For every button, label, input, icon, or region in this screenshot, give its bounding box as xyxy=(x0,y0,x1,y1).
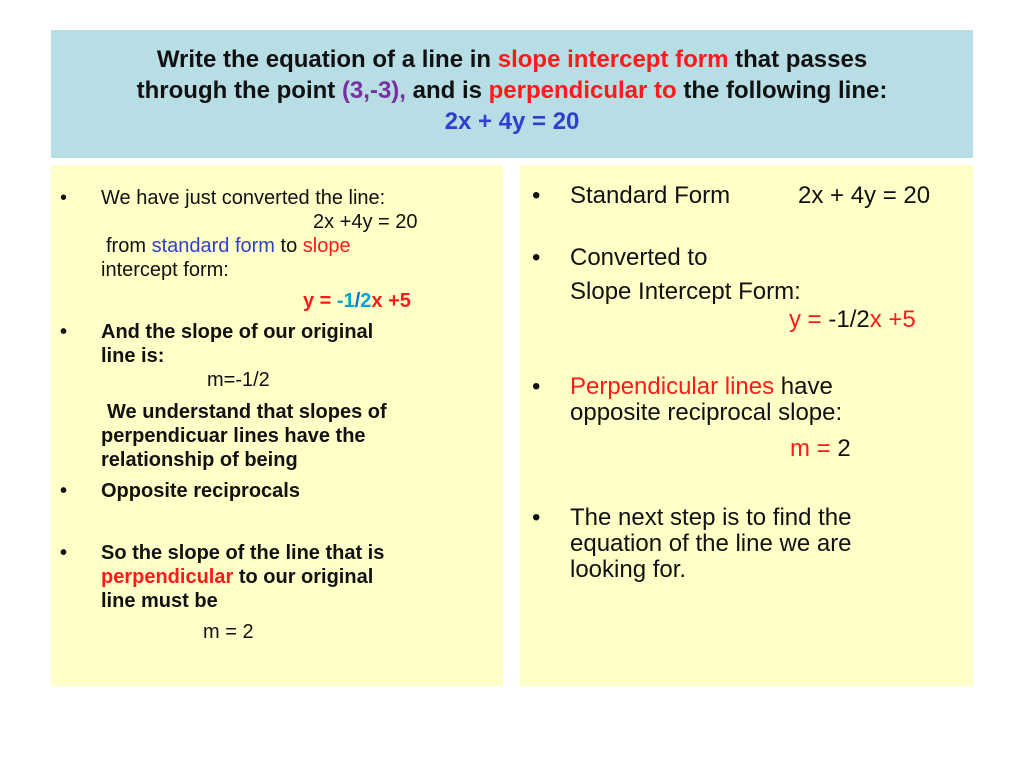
m-label: m = xyxy=(790,435,838,462)
perpendicular-explanation-3: relationship of being xyxy=(101,449,298,471)
title-text: the following line: xyxy=(676,77,888,104)
bullet: • xyxy=(532,182,541,209)
have-word: have xyxy=(774,373,833,400)
perpendicular-explanation-2: perpendicuar lines have the xyxy=(101,425,366,447)
next-step-text-3: looking for. xyxy=(570,556,687,583)
m-value: 2 xyxy=(837,435,851,462)
from-word: from xyxy=(106,235,146,257)
standard-form-label: Standard Form xyxy=(570,182,731,209)
slope-word: slope xyxy=(302,235,351,257)
slope-intercept-label: Slope Intercept Form: xyxy=(570,278,801,305)
right-panel xyxy=(520,165,973,686)
title-point: (3,-3), xyxy=(341,77,406,104)
bullet: • xyxy=(532,244,541,271)
title-line-2 xyxy=(51,75,973,106)
eq-y: y = xyxy=(303,290,337,312)
converted-to-label: Converted to xyxy=(570,244,708,271)
opposite-reciprocals: Opposite reciprocals xyxy=(101,480,300,502)
eq-x: x +5 xyxy=(371,290,411,312)
eq-x: x +5 xyxy=(869,306,916,333)
slope-intercept-equation xyxy=(789,307,916,333)
perpendicular-slope-text-1: So the slope of the line that is xyxy=(101,542,385,564)
bullet: • xyxy=(60,480,68,502)
slope-intercept-equation xyxy=(303,289,411,313)
from-text xyxy=(106,234,351,258)
standard-form-equation: 2x + 4y = 20 xyxy=(798,182,931,209)
perpendicular-slope xyxy=(790,436,851,462)
rest-text: to our original xyxy=(233,566,374,588)
eq-m1: -1 xyxy=(336,290,355,312)
title-text: and is xyxy=(405,77,489,104)
perpendicular-slope-value: m = 2 xyxy=(203,621,254,643)
opposite-reciprocal-text: opposite reciprocal slope: xyxy=(570,399,843,426)
perpendicular-word: perpendicular xyxy=(101,566,234,588)
title-line-1 xyxy=(51,44,973,75)
bullet: • xyxy=(60,321,68,343)
title-perpendicular: perpendicular to xyxy=(488,77,677,104)
perpendicular-explanation-1: We understand that slopes of xyxy=(107,401,387,423)
perpendicular-slope-text-2 xyxy=(101,565,373,589)
left-panel xyxy=(51,165,503,686)
title-text: Write the equation of a line in xyxy=(156,46,498,73)
converted-line-text: We have just converted the line: xyxy=(101,187,386,209)
title-equation: 2x + 4y = 20 xyxy=(444,108,580,135)
title-slope-intercept: slope intercept form xyxy=(497,46,729,73)
original-slope: m=-1/2 xyxy=(207,369,270,391)
perpendicular-lines-text xyxy=(570,374,833,400)
intercept-form-text: intercept form: xyxy=(101,259,229,281)
to-word: to xyxy=(280,235,298,257)
perpendicular-slope-text-3: line must be xyxy=(101,590,218,612)
bullet: • xyxy=(532,504,541,531)
slide-title xyxy=(51,30,973,158)
standard-form-text: standard form xyxy=(151,235,275,257)
eq-y: y = xyxy=(789,306,829,333)
eq-slash: / xyxy=(354,290,361,312)
slope-original-text: And the slope of our original xyxy=(101,321,374,343)
next-step-text-1: The next step is to find the xyxy=(570,504,852,531)
title-text: that passes xyxy=(728,46,868,73)
title-text: through the point xyxy=(136,77,342,104)
eq-m2: 2 xyxy=(360,290,372,312)
bullet: • xyxy=(532,373,541,400)
slope-original-text-2: line is: xyxy=(101,345,165,367)
next-step-text-2: equation of the line we are xyxy=(570,530,852,557)
perpendicular-lines-word: Perpendicular lines xyxy=(570,373,775,400)
bullet: • xyxy=(60,542,68,564)
eq-m: -1/2 xyxy=(828,306,870,333)
original-equation: 2x +4y = 20 xyxy=(313,211,418,233)
bullet: • xyxy=(60,187,68,209)
